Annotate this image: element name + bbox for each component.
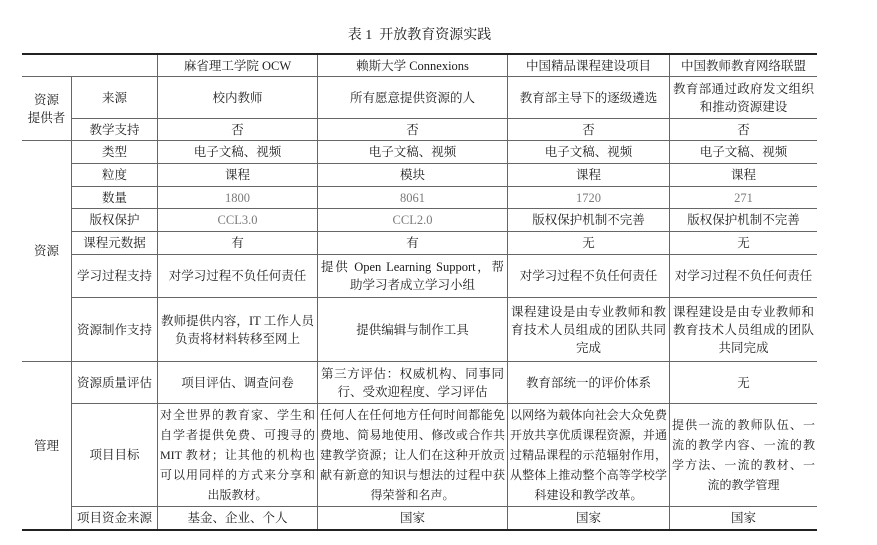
cell-quantity-mit: 1800 [158, 187, 318, 209]
cell-copyright-mit: CCL3.0 [158, 209, 318, 232]
cell-quantity-jpkc: 1720 [508, 187, 670, 209]
cell-teaching-support-mit: 否 [158, 119, 318, 141]
cell-learning-support-mit: 对学习过程不负任何责任 [158, 255, 318, 298]
cell-source-mit: 校内教师 [158, 77, 318, 119]
cell-copyright-jpkc: 版权保护机制不完善 [508, 209, 670, 232]
cell-granularity-mit: 课程 [158, 164, 318, 187]
cell-quantity-rice: 8061 [318, 187, 508, 209]
cell-funding-source-rice: 国家 [318, 507, 508, 529]
table-caption: 表 1 开放教育资源实践 [347, 28, 492, 43]
cell-project-goal-mit: 对全世界的教育家、学生和自学者提供免费、可搜寻的 MIT 教材；让其他的机构也可以用同样的方式来分享和出版教材。 [158, 404, 318, 507]
cell-production-support-jpkc: 课程建设是由专业教师和教育技术人员组成的团队共同完成 [508, 298, 670, 362]
cell-type-rice: 电子文稿、视频 [318, 141, 508, 164]
row-label-copyright: 版权保护 [72, 209, 158, 232]
row-label-quality-assessment: 资源质量评估 [72, 362, 158, 404]
row-label-type: 类型 [72, 141, 158, 164]
cell-source-teacher-network: 教育部通过政府发文组织和推动资源建设 [670, 77, 817, 119]
cell-granularity-teacher-network: 课程 [670, 164, 817, 187]
column-header-china-quality-courses: 中国精品课程建设项目 [508, 55, 670, 77]
group-label-resource: 资源 [22, 141, 72, 362]
column-header-rice-connexions: 赖斯大学 Connexions [318, 55, 508, 77]
cell-granularity-rice: 模块 [318, 164, 508, 187]
cell-granularity-jpkc: 课程 [508, 164, 670, 187]
cell-project-goal-jpkc: 以网络为载体向社会大众免费开放共享优质课程资源，并通过精品课程的示范辐射作用，从整体上推动整个高等学校学科建设和教学改革。 [508, 404, 670, 507]
cell-project-goal-rice: 任何人在任何地方任何时间都能免费地、简易地使用、修改或合作共建教学资源；让人们在这种开放贡献有新意的知识与想法的过程中获得荣誉和名声。 [318, 404, 508, 507]
row-label-project-goal: 项目目标 [72, 404, 158, 507]
cell-copyright-teacher-network: 版权保护机制不完善 [670, 209, 817, 232]
cell-learning-support-rice: 提供 Open Learning Support，帮助学习者成立学习小组 [318, 255, 508, 298]
cell-type-teacher-network: 电子文稿、视频 [670, 141, 817, 164]
cell-type-mit: 电子文稿、视频 [158, 141, 318, 164]
column-header-china-teacher-network: 中国教师教育网络联盟 [670, 55, 817, 77]
cell-funding-source-jpkc: 国家 [508, 507, 670, 529]
cell-course-metadata-teacher-network: 无 [670, 232, 817, 255]
cell-funding-source-mit: 基金、企业、个人 [158, 507, 318, 529]
group-label-resource-provider: 资源 提供者 [22, 77, 72, 141]
row-label-funding-source: 项目资金来源 [72, 507, 158, 529]
header-corner [22, 55, 158, 77]
row-label-learning-support: 学习过程支持 [72, 255, 158, 298]
open-education-resources-table [22, 53, 817, 531]
column-header-mit-ocw: 麻省理工学院 OCW [158, 55, 318, 77]
cell-course-metadata-rice: 有 [318, 232, 508, 255]
cell-source-jpkc: 教育部主导下的逐级遴选 [508, 77, 670, 119]
cell-teaching-support-rice: 否 [318, 119, 508, 141]
cell-project-goal-teacher-network: 提供一流的教师队伍、一流的教学内容、一流的教学方法、一流的教材、一流的教学管理 [670, 404, 817, 507]
cell-production-support-rice: 提供编辑与制作工具 [318, 298, 508, 362]
cell-learning-support-jpkc: 对学习过程不负任何责任 [508, 255, 670, 298]
row-label-granularity: 粒度 [72, 164, 158, 187]
row-label-source: 来源 [72, 77, 158, 119]
cell-course-metadata-mit: 有 [158, 232, 318, 255]
row-label-quantity: 数量 [72, 187, 158, 209]
cell-teaching-support-jpkc: 否 [508, 119, 670, 141]
cell-copyright-rice: CCL2.0 [318, 209, 508, 232]
group-label-management: 管理 [22, 362, 72, 529]
cell-course-metadata-jpkc: 无 [508, 232, 670, 255]
row-label-production-support: 资源制作支持 [72, 298, 158, 362]
row-label-course-metadata: 课程元数据 [72, 232, 158, 255]
cell-quality-assessment-jpkc: 教育部统一的评价体系 [508, 362, 670, 404]
cell-production-support-mit: 教师提供内容，IT 工作人员负责将材料转移至网上 [158, 298, 318, 362]
cell-type-jpkc: 电子文稿、视频 [508, 141, 670, 164]
cell-quality-assessment-teacher-network: 无 [670, 362, 817, 404]
cell-learning-support-teacher-network: 对学习过程不负任何责任 [670, 255, 817, 298]
cell-funding-source-teacher-network: 国家 [730, 511, 756, 525]
cell-quality-assessment-rice: 第三方评估：权威机构、同事同行、受欢迎程度、学习评估 [318, 362, 508, 404]
cell-quality-assessment-mit: 项目评估、调查问卷 [158, 362, 318, 404]
cell-quantity-teacher-network: 271 [670, 187, 817, 209]
row-label-teaching-support: 教学支持 [72, 119, 158, 141]
cell-production-support-teacher-network: 课程建设是由专业教师和教育技术人员组成的团队共同完成 [670, 298, 817, 362]
cell-source-rice: 所有愿意提供资源的人 [318, 77, 508, 119]
cell-teaching-support-teacher-network: 否 [670, 119, 817, 141]
